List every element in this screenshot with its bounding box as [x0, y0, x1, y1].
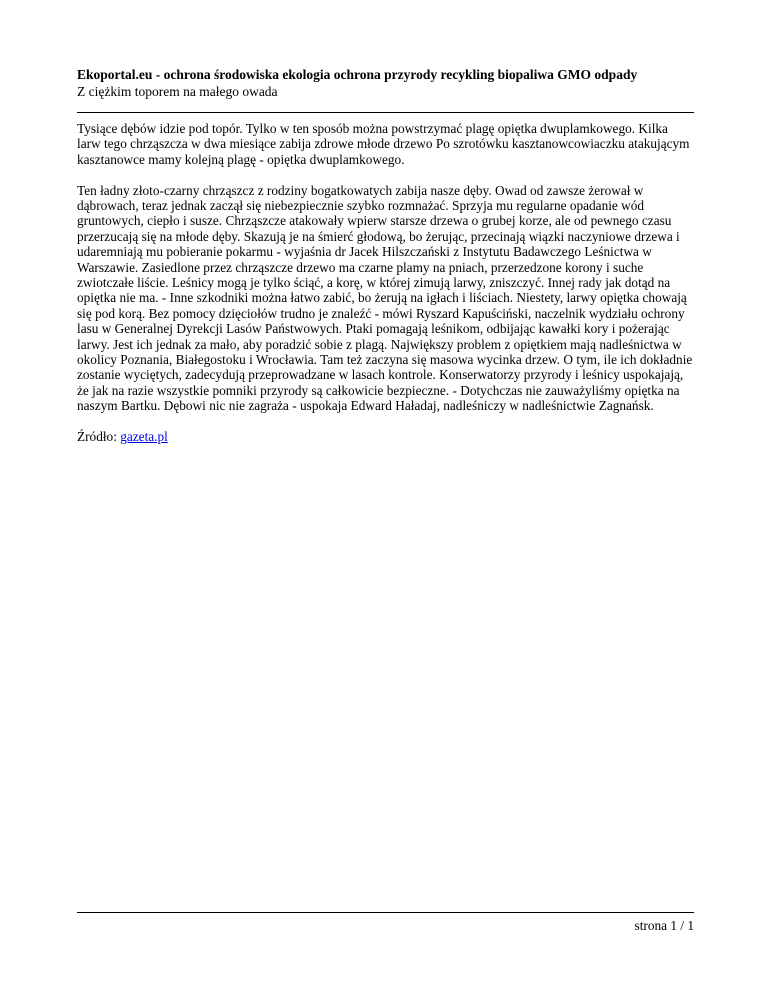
article-body — [77, 121, 694, 460]
source-line — [77, 429, 694, 444]
footer-divider — [77, 912, 694, 913]
site-title: Ekoportal.eu - ochrona środowiska ekologia ochrona przyrody recykling biopaliwa GMO odpady — [77, 67, 638, 82]
document-page — [77, 0, 694, 994]
article-paragraph-2: Ten ładny złoto-czarny chrząszcz z rodziny bogatkowatych zabija nasze dęby. Owad od zawsze żerował w dąbrowach, teraz jednak zaczął się niebezpiecznie szybko rozmnażać. Sprzyja mu regularne opadanie wód gruntowych, ciepło i susze. Chrząszcze atakowały wpierw starsze drzewa o grubej korze, ale od pewnego czasu przerzucają się na młode dęby. Skazują je na śmierć głodową, bo żerując, przecinają wiązki naczyniowe drzewa i udaremniają mu pobieranie pokarmu - wyjaśnia dr Jacek Hilszczański z Instytutu Badawczego Leśnictwa w Warszawie. Zasiedlone przez chrząszcze drzewo ma czarne plamy na pniach, przerzedzone korony i suche zwiotczałe liście. Leśnicy mogą je tylko ściąć, a korę, w której zimują larwy, zniszczyć. Innej rady jak dotąd na opiętka nie ma. - Inne szkodniki można łatwo zabić, bo żerują na igłach i liściach. Niestety, larwy opiętka chowają się pod korą. Bez pomocy dzięciołów trudno je znaleźć - mówi Ryszard Kapuściński, naczelnik wydziału ochrony lasu w Generalnej Dyrekcji Lasów Państwowych. Ptaki pomagają leśnikom, odbijając kawałki kory i pożerając larwy. Jest ich jednak za mało, aby poradzić sobie z plagą. Największy problem z opiętkiem mają nadleśnictwa w okolicy Poznania, Białegostoku i Wrocławia. Tam też zaczyna się masowa wycinka drzew. O tym, ile ich dokładnie zostanie wyciętych, zadecydują przeprowadzane w lasach kontrole. Konserwatorzy przyrody i leśnicy uspokajają, że jak na razie wszystkie pomniki przyrody są całkowicie bezpieczne. - Dotychczas nie zauważyliśmy opiętka na naszym Bartku. Dębowi nic nie zagraża - uspokaja Edward Haładaj, nadleśniczy w nadleśnictwie Zagnańsk. — [77, 182, 693, 414]
source-label: Źródło: — [77, 429, 117, 445]
page-number: strona 1 / 1 — [634, 918, 694, 933]
header-divider — [77, 112, 694, 113]
article-paragraph-1: Tysiące dębów idzie pod topór. Tylko w ten sposób można powstrzymać plagę opiętka dwuplamkowego. Kilka larw tego chrząszcza w dwa miesiące zabija zdrowe młode drzewo Po szrotówku kasztanowcowiaczku atakującym kasztanowce mamy kolejną plagę - opiętka dwuplamkowego. — [77, 121, 690, 167]
article-title: Z ciężkim toporem na małego owada — [77, 84, 278, 99]
source-link[interactable]: gazeta.pl — [120, 429, 168, 445]
